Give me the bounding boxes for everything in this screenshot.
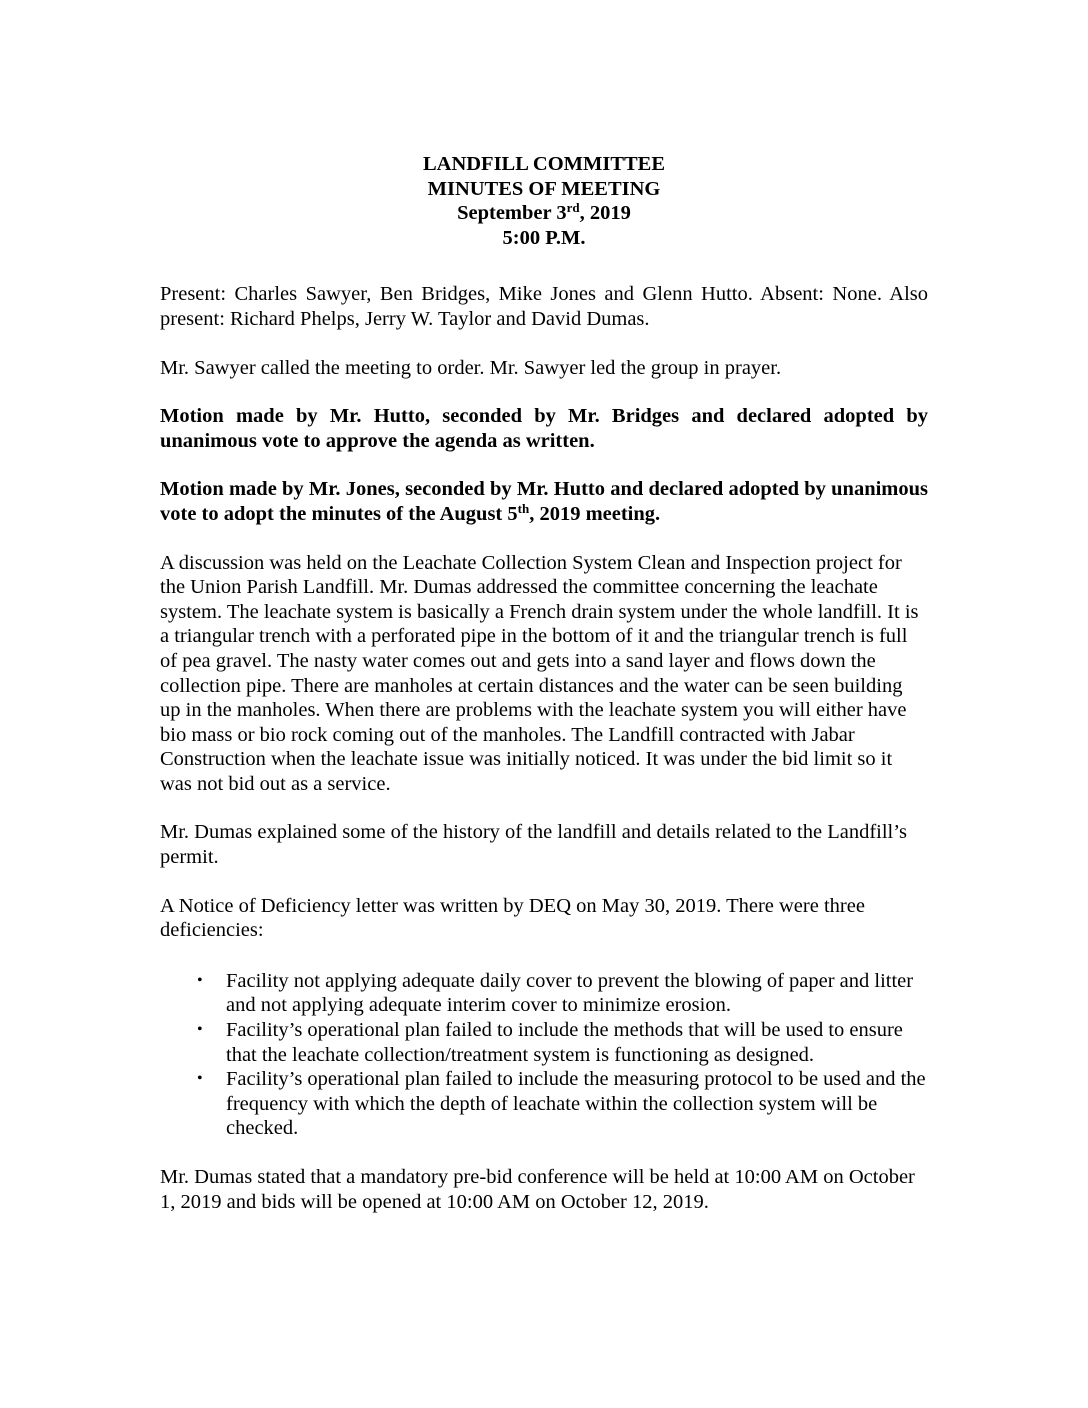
bullet-icon: •	[197, 1021, 203, 1039]
deficiency-text: Facility’s operational plan failed to include the measuring protocol to be used and the frequency with which the depth of leachate within the collection system will be checked.	[226, 1068, 926, 1140]
meeting-date-main: September 3	[457, 202, 567, 225]
conference-paragraph: Mr. Dumas stated that a mandatory pre-bid conference will be held at 10:00 AM on October 1, 2019 and bids will be opened at 10:00 AM on October 12, 2019.	[160, 1166, 915, 1213]
deficiency-list	[160, 969, 928, 1141]
call-to-order-paragraph: Mr. Sawyer called the meeting to order. Mr. Sawyer led the group in prayer.	[160, 356, 782, 379]
discussion-paragraph: A discussion was held on the Leachate Collection System Clean and Inspection project for the Union Parish Landfill. Mr. Dumas addressed the committee concerning the leachate system. The leachate system is basically a French drain system under the whole landfill. It is a triangular trench with a perforated pipe in the bottom of it and the triangular trench is full of pea gravel. The nasty water comes out and gets into a sand layer and flows down the collection pipe. There are manholes at certain distances and the water can be seen building up in the manholes. When there are problems with the leachate system you will either have bio mass or bio rock coming out of the manholes. The Landfill contracted with Jabar Construction when the leachate issue was initially noticed. It was under the bid limit so it was not bid out as a service.	[160, 551, 919, 795]
bullet-icon: •	[197, 1070, 203, 1088]
notice-paragraph: A Notice of Deficiency letter was written by DEQ on May 30, 2019. There were three deficiencies:	[160, 894, 865, 942]
deficiency-text: Facility not applying adequate daily cover to prevent the blowing of paper and litter and not applying adequate interim cover to minimize erosion.	[226, 969, 914, 1017]
motion-minutes-ordinal: th	[517, 500, 530, 516]
list-item	[160, 969, 928, 1018]
deficiency-text: Facility’s operational plan failed to include the methods that will be used to ensure that the leachate collection/treatment system is functioning as designed.	[226, 1019, 903, 1066]
motion-minutes-end: , 2019 meeting.	[529, 502, 661, 525]
committee-title: LANDFILL COMMITTEE	[422, 153, 666, 175]
meeting-date-year: , 2019	[579, 202, 631, 225]
document-header	[160, 152, 928, 250]
minutes-title: MINUTES OF MEETING	[427, 177, 661, 200]
attendance-paragraph: Present: Charles Sawyer, Ben Bridges, Mike Jones and Glenn Hutto. Absent: None. Also present: Richard Phelps, Jerry W. Taylor and David Dumas.	[160, 283, 928, 330]
document-page	[160, 152, 928, 1238]
history-paragraph: Mr. Dumas explained some of the history of the landfill and details related to the Landfill’s permit.	[160, 821, 907, 869]
motion-minutes	[160, 477, 928, 526]
meeting-time: 5:00 P.M.	[502, 226, 586, 249]
meeting-date	[160, 201, 928, 226]
motion-agenda: Motion made by Mr. Hutto, seconded by Mr. Bridges and declared adopted by unanimous vote to approve the agenda as written.	[160, 405, 928, 452]
list-item	[160, 1018, 928, 1067]
list-item	[160, 1067, 928, 1141]
meeting-date-ordinal: rd	[566, 200, 580, 216]
motion-minutes-text: Motion made by Mr. Jones, seconded by Mr. Hutto and declared adopted by unanimous vote to adopt the minutes of the August 5	[160, 478, 928, 525]
bullet-icon: •	[197, 971, 203, 989]
